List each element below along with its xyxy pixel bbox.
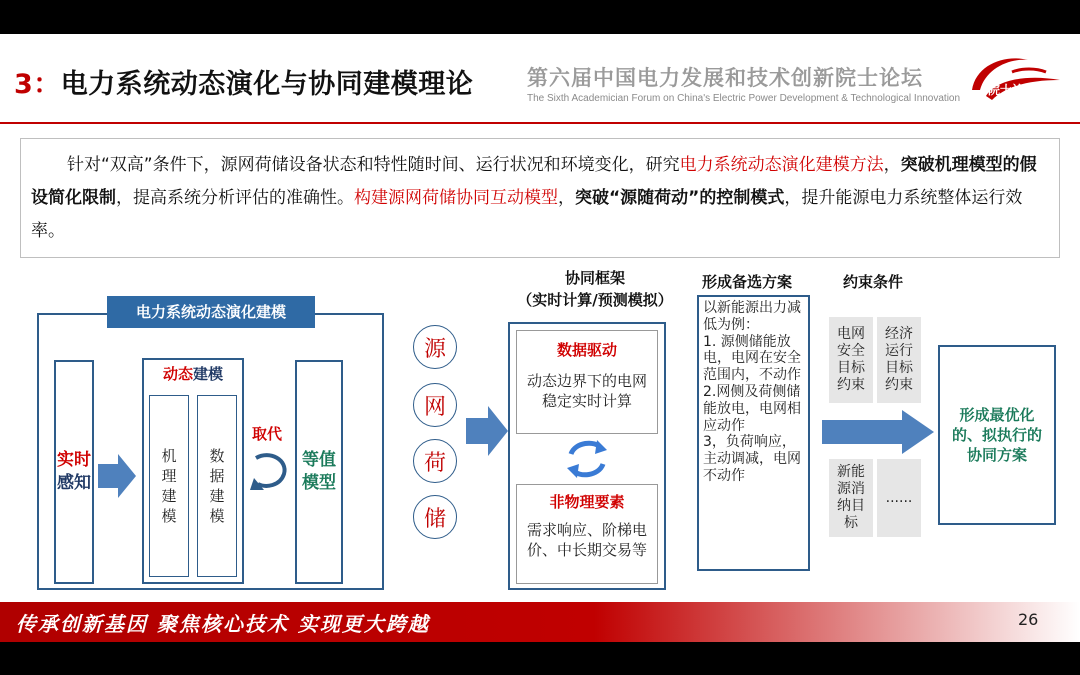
source-circle: 源: [413, 325, 457, 369]
more-constraints: [877, 459, 921, 537]
mechanism-modeling-box: [149, 395, 189, 577]
dynamic-modeling-label: 动态建模: [162, 365, 224, 383]
economic-constraint-label: 经济运行目标约束: [885, 326, 913, 393]
intro-bold-2: 突破“源随荷动”的控制模式: [575, 188, 785, 208]
sensing-label: 感知: [57, 473, 91, 493]
intro-text-3: ，提高系统分析评估的准确性。: [116, 188, 354, 208]
grid-safety-constraint-label: 电网安全目标约束: [837, 326, 865, 393]
dynamic-modeling-header: 电力系统动态演化建模: [107, 296, 315, 328]
slide: [0, 34, 1080, 642]
intro-text-2: ，: [883, 155, 901, 175]
replace-label: 取代: [252, 425, 283, 443]
result-box: [938, 345, 1056, 525]
forum-name-en: The Sixth Academician Forum on China's Electric Power Development & Technological Innovation: [527, 93, 961, 104]
options-title: 形成备选方案: [701, 273, 792, 291]
data-modeling-box: [197, 395, 237, 577]
options-text: 以新能源出力减低为例： 1. 源侧储能放电，电网在安全范围内，不动作 2.网侧及荷侧储能放电，电网相应动作 3，负荷响应，主动调减，电网不动作: [703, 300, 801, 484]
constraints-title: 约束条件: [842, 273, 903, 291]
more-constraints-label: ......: [885, 489, 913, 506]
grid-safety-constraint: [829, 317, 873, 403]
non-physical-desc: 需求响应、阶梯电价、中长期交易等: [526, 521, 647, 559]
cycle-arrows-icon: [565, 434, 609, 484]
result-label: 形成最优化的、拟执行的协同方案: [951, 406, 1042, 464]
data-driven-desc: 动态边界下的电网稳定实时计算: [526, 372, 647, 410]
collab-subtitle: （实时计算/预测模拟）: [517, 291, 673, 309]
data-modeling-label: 数据建模: [209, 447, 225, 525]
model-label: 模型: [302, 473, 336, 493]
renewable-constraint: [829, 459, 873, 537]
realtime-label: 实时: [57, 450, 91, 470]
non-physical-label: 非物理要素: [549, 493, 625, 511]
intro-text-5: ，提升能源电力系统整体运行效率。: [31, 188, 1023, 241]
equivalent-model-box: [295, 360, 343, 584]
intro-text-1: 针对“双高”条件下，源网荷储设备状态和特性随时间、运行状况和环境变化，研究: [67, 155, 680, 175]
title-rule: [0, 122, 1080, 124]
result-arrow-icon: [822, 410, 936, 454]
intro-bold-1: 突破机理模型的假设简化限制: [31, 155, 1037, 208]
footer-slogan: 传承创新基因 聚焦核心技术 实现更大跨越: [16, 612, 430, 636]
storage-circle: 储: [413, 495, 457, 539]
equivalent-label: 等值: [302, 450, 336, 470]
intro-highlight-2: 构建源网荷储协同互动模型: [354, 188, 558, 208]
page-title: [14, 62, 473, 101]
load-circle: 荷: [413, 439, 457, 483]
forum-name-cn: 第六届中国电力发展和技术创新院士论坛: [527, 66, 923, 90]
logo-text: 院士论坛: [988, 83, 1037, 97]
realtime-sensing-box: [54, 360, 94, 584]
collab-title: 协同框架: [564, 269, 625, 287]
renewable-constraint-label: 新能源消纳目标: [837, 464, 865, 531]
intro-box: [20, 138, 1060, 258]
economic-constraint: [877, 317, 921, 403]
grid-circle: 网: [413, 383, 457, 427]
title-number: 3：: [14, 69, 61, 100]
intro-text-4: ，: [558, 188, 575, 208]
title-text: 电力系统动态演化与协同建模理论: [60, 69, 474, 100]
circles-arrow-icon: [466, 404, 510, 458]
data-driven-label: 数据驱动: [556, 341, 617, 359]
forum-logo: [966, 50, 1066, 108]
sensing-arrow-icon: [98, 452, 138, 500]
replace-arrow-icon: [248, 446, 292, 496]
intro-highlight-1: 电力系统动态演化建模方法: [679, 155, 884, 175]
mechanism-modeling-label: 机理建模: [161, 447, 177, 525]
forum-logo-icon: [966, 50, 1066, 108]
page-number: 26: [1018, 610, 1039, 629]
